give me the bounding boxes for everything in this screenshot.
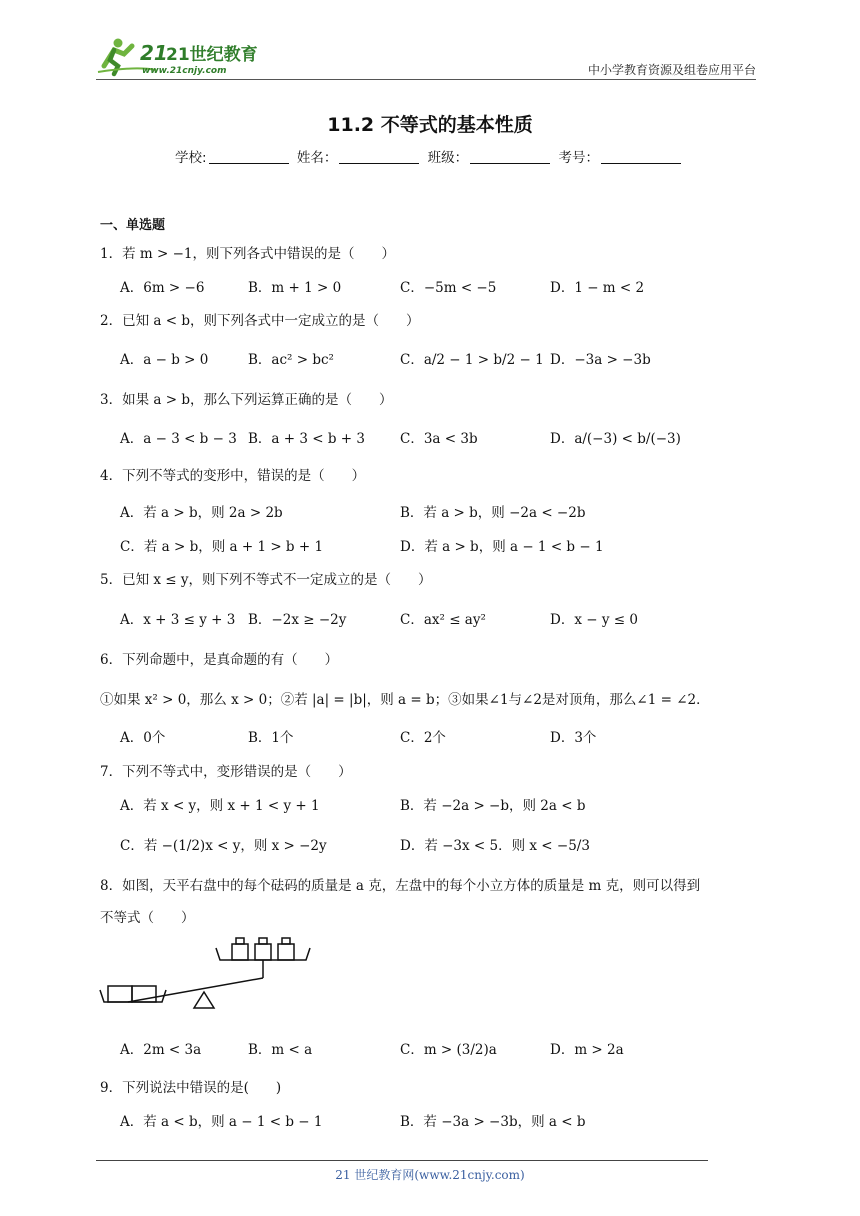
name-blank[interactable]	[339, 149, 419, 164]
q2-option-d[interactable]: D．−3a > −3b	[550, 352, 651, 368]
svg-text:21世纪教育: 21世纪教育	[166, 45, 258, 65]
q9-option-a[interactable]: A．若 a < b，则 a − 1 < b − 1	[120, 1114, 323, 1130]
q7-option-d[interactable]: D．若 −3x < 5．则 x < −5/3	[400, 838, 590, 854]
q1-option-c[interactable]: C．−5m < −5	[400, 280, 497, 296]
student-info-line	[0, 146, 860, 166]
q8-option-a[interactable]: A．2m < 3a	[120, 1042, 202, 1058]
q3-option-a[interactable]: A．a − 3 < b − 3	[120, 431, 237, 447]
q7-option-b[interactable]: B．若 −2a > −b，则 2a < b	[400, 798, 586, 814]
q3-option-b[interactable]: B．a + 3 < b + 3	[248, 431, 365, 447]
name-label: 姓名：	[296, 150, 338, 166]
school-label: 学校:	[175, 150, 207, 166]
question-4-stem: 4．下列不等式的变形中，错误的是（ ）	[100, 468, 366, 484]
svg-text:21: 21	[140, 41, 168, 65]
q1-option-d[interactable]: D．1 − m < 2	[550, 280, 645, 296]
q6-option-a[interactable]: A．0个	[120, 730, 166, 746]
balance-scale-figure	[98, 930, 318, 1020]
logo	[96, 36, 266, 78]
q4-option-a[interactable]: A．若 a > b，则 2a > 2b	[120, 505, 283, 521]
q3-option-d[interactable]: D．a/(−3) < b/(−3)	[550, 431, 681, 447]
question-5-stem: 5．已知 x ≤ y，则下列不等式不一定成立的是（ ）	[100, 572, 432, 588]
q6-option-d[interactable]: D．3个	[550, 730, 597, 746]
q2-option-b[interactable]: B．ac² > bc²	[248, 352, 334, 368]
footer-divider	[96, 1160, 708, 1161]
q5-option-c[interactable]: C．ax² ≤ ay²	[400, 612, 486, 628]
q2-option-c[interactable]: C．a/2 − 1 > b/2 − 1	[400, 352, 544, 368]
q6-option-c[interactable]: C．2个	[400, 730, 446, 746]
q8-option-b[interactable]: B．m < a	[248, 1042, 313, 1058]
question-8-stem-cont: 不等式（ ）	[100, 910, 195, 926]
q5-option-a[interactable]: A．x + 3 ≤ y + 3	[120, 612, 236, 628]
platform-name: 中小学教育资源及组卷应用平台	[587, 63, 756, 77]
q4-option-c[interactable]: C．若 a > b，则 a + 1 > b + 1	[120, 539, 324, 555]
school-blank[interactable]	[209, 149, 289, 164]
svg-text:www.21cnjy.com: www.21cnjy.com	[142, 66, 227, 76]
question-3-stem: 3．如果 a > b，那么下列运算正确的是（ ）	[100, 392, 393, 408]
exam-no-label: 考号：	[558, 150, 599, 166]
footer-link[interactable]: 21 世纪教育网(www.21cnjy.com)	[335, 1168, 525, 1182]
question-6-statements: ①如果 x² > 0，那么 x > 0；②若 |a| = |b|，则 a = b；③如果∠1与∠2是对顶角，那么∠1 = ∠2．	[100, 692, 710, 708]
question-2-stem: 2．已知 a < b，则下列各式中一定成立的是（ ）	[100, 313, 420, 329]
q7-option-c[interactable]: C．若 −(1/2)x < y，则 x > −2y	[120, 838, 327, 854]
q2-option-a[interactable]: A．a − b > 0	[120, 352, 209, 368]
question-9-stem: 9．下列说法中错误的是( )	[100, 1080, 282, 1096]
q6-option-b[interactable]: B．1个	[248, 730, 294, 746]
page-title: 11.2 不等式的基本性质	[327, 114, 533, 136]
class-blank[interactable]	[470, 149, 550, 164]
q5-option-b[interactable]: B．−2x ≥ −2y	[248, 612, 347, 628]
question-6-stem: 6．下列命题中，是真命题的有（ ）	[100, 652, 339, 668]
exam-no-blank[interactable]	[601, 149, 681, 164]
question-1-stem: 1．若 m > −1，则下列各式中错误的是（ ）	[100, 246, 395, 262]
q7-option-a[interactable]: A．若 x < y，则 x + 1 < y + 1	[120, 798, 320, 814]
q4-option-b[interactable]: B．若 a > b，则 −2a < −2b	[400, 505, 586, 521]
q1-option-b[interactable]: B．m + 1 > 0	[248, 280, 342, 296]
header-divider	[96, 79, 756, 80]
q5-option-d[interactable]: D．x − y ≤ 0	[550, 612, 638, 628]
balance-scale-icon	[98, 930, 318, 1020]
q8-option-d[interactable]: D．m > 2a	[550, 1042, 624, 1058]
q8-option-c[interactable]: C．m > (3/2)a	[400, 1042, 497, 1058]
q1-option-a[interactable]: A．6m > −6	[120, 280, 205, 296]
q4-option-d[interactable]: D．若 a > b，则 a − 1 < b − 1	[400, 539, 604, 555]
runner-logo-icon	[96, 36, 266, 78]
question-8-stem: 8．如图，天平右盘中的每个砝码的质量是 a 克，左盘中的每个小立方体的质量是 m 克，则可以得到	[100, 878, 701, 894]
section-heading: 一、单选题	[100, 218, 166, 233]
class-label: 班级：	[427, 150, 469, 166]
question-7-stem: 7．下列不等式中，变形错误的是（ ）	[100, 764, 352, 780]
q3-option-c[interactable]: C．3a < 3b	[400, 431, 478, 447]
q9-option-b[interactable]: B．若 −3a > −3b，则 a < b	[400, 1114, 586, 1130]
